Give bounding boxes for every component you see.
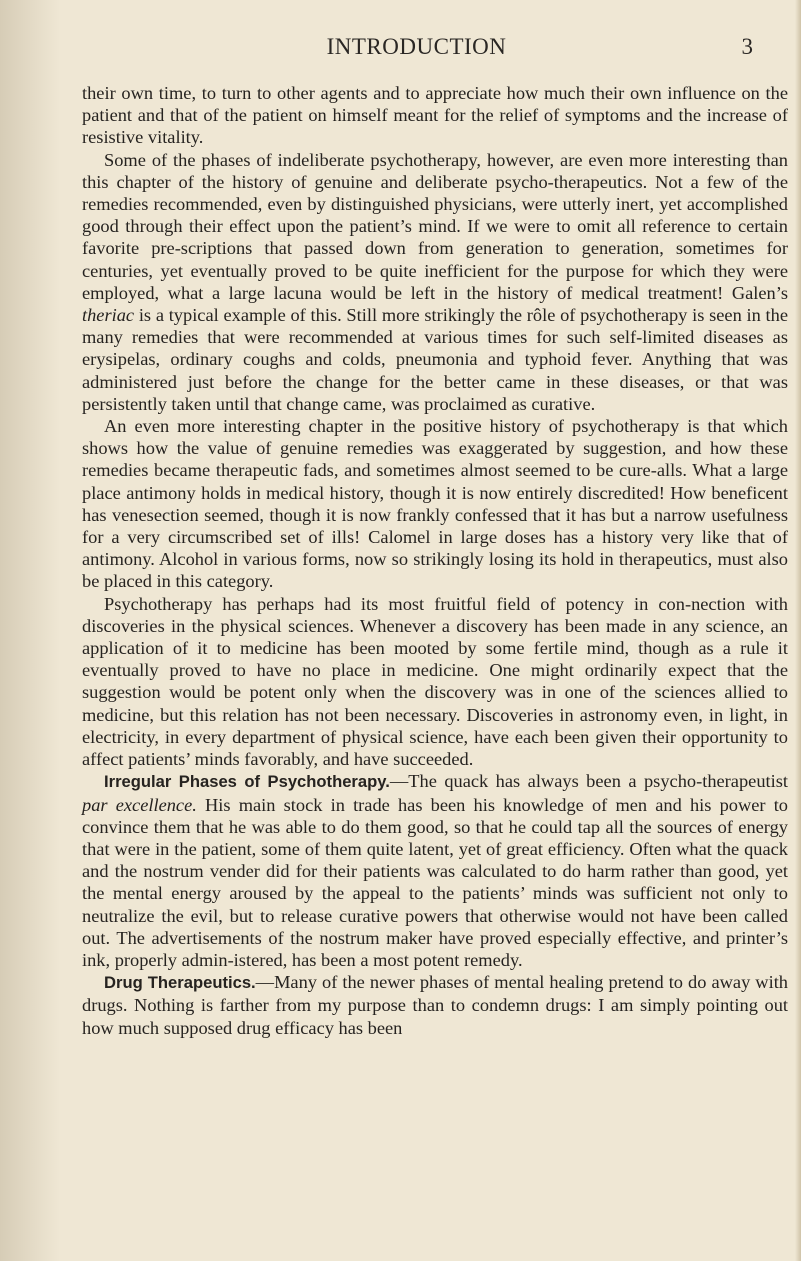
page-edge bbox=[795, 0, 801, 1261]
paragraph-4 bbox=[82, 593, 788, 771]
running-head: INTRODUCTION bbox=[326, 34, 507, 59]
paragraph-2-emphasis: theriac bbox=[82, 305, 135, 326]
body-text bbox=[82, 82, 788, 1039]
paragraph-3 bbox=[82, 415, 788, 593]
section-heading-irregular-phases: Irregular Phases of Psychotherapy. bbox=[104, 772, 390, 792]
paragraph-2-text-a: Some of the phases of indeliberate psychotherapy, however, are even more interesting than this chapter of the history of genuine and deliberate psycho-therapeutics. Not a few of the remedies recommended, even by distinguished physicians, were utterly inert, yet accomplished good through their effect upon the patient’s mind. If we were to omit all reference to certain favorite pre-scriptions that passed down from generation to generation, sometimes for centuries, yet eventually proved to be quite inefficient for the purpose for which they were employed, what a large lacuna would be left in the history of medical treatment! Galen’s bbox=[82, 149, 788, 303]
paragraph-1-text: their own time, to turn to other agents and to appreciate how much their own influence on the patient and that of the patient on himself meant for the relief of symptoms and the increase of resistive vitality. bbox=[82, 83, 788, 148]
paragraph-2-text-b: is a typical example of this. Still more strikingly the rôle of psychotherapy is seen in the many remedies that were recommended at various times for such self-limited diseases as erysipelas, ordinary coughs and colds, pneumonia and typhoid fever. Anything that was administered just before the change for the better came in these diseases, or that was persistently taken until that change came, was proclaimed as curative. bbox=[82, 305, 788, 414]
page-number: 3 bbox=[741, 34, 753, 59]
paragraph-6-text: —Many of the newer phases of mental healing pretend to do away with drugs. Nothing is farther from my purpose than to condemn drugs: I am simply pointing out how much supposed drug efficacy has been bbox=[82, 972, 789, 1038]
paragraph-6 bbox=[82, 971, 788, 1039]
page-gutter-shadow bbox=[0, 0, 60, 1261]
paragraph-5-text-b: His main stock in trade has been his knowledge of men and his power to convince them that he was able to do them good, so that he could tap all the sources of energy that were in the patient, some of them quite latent, yet of great efficiency. Often what the quack and the nostrum vender did for their patients was calculated to do harm rather than good, yet the mental energy aroused by the appeal to the patients’ minds was sufficient not only to neutralize the evil, but to release curative powers that otherwise would not have been called out. The advertisements of the nostrum maker have proved especially effective, and printer’s ink, properly admin-istered, has been a most potent remedy. bbox=[82, 794, 789, 970]
paragraph-3-text: An even more interesting chapter in the positive history of psychotherapy is that which shows how the value of genuine remedies was exaggerated by suggestion, and how these remedies became therapeutic fads, and sometimes almost seemed to be cure-alls. What a large place antimony holds in medical history, though it is now entirely discredited! How beneficent has venesection seemed, though it is now frankly confessed that it has but a narrow usefulness for a very circumscribed set of ills! Calomel in large doses has a history very like that of antimony. Alcohol in various forms, now so strikingly losing its hold in therapeutics, must also be placed in this category. bbox=[82, 416, 788, 592]
paragraph-2 bbox=[82, 149, 788, 415]
paragraph-5 bbox=[82, 770, 788, 971]
paragraph-5-text-a: —The quack has always been a psycho-therapeutist bbox=[389, 771, 789, 792]
section-heading-drug-therapeutics: Drug Therapeutics. bbox=[104, 973, 256, 993]
paragraph-4-text: Psychotherapy has perhaps had its most fruitful field of potency in con-nection with discoveries in the physical sciences. Whenever a discovery has been made in any science, an application of it to medicine has been mooted by some fertile mind, though as a rule it eventually proved to have no place in medicine. One might ordinarily expect that the suggestion would be potent only when the discovery was in one of the sciences allied to medicine, but this relation has not been necessary. Discoveries in astronomy even, in light, in electricity, in every department of physical science, have each been given their opportunity to affect patients’ minds favorably, and have succeeded. bbox=[82, 593, 788, 770]
page-header bbox=[80, 34, 753, 60]
paragraph-5-emphasis: par excellence. bbox=[82, 794, 197, 815]
paragraph-1 bbox=[82, 82, 788, 149]
